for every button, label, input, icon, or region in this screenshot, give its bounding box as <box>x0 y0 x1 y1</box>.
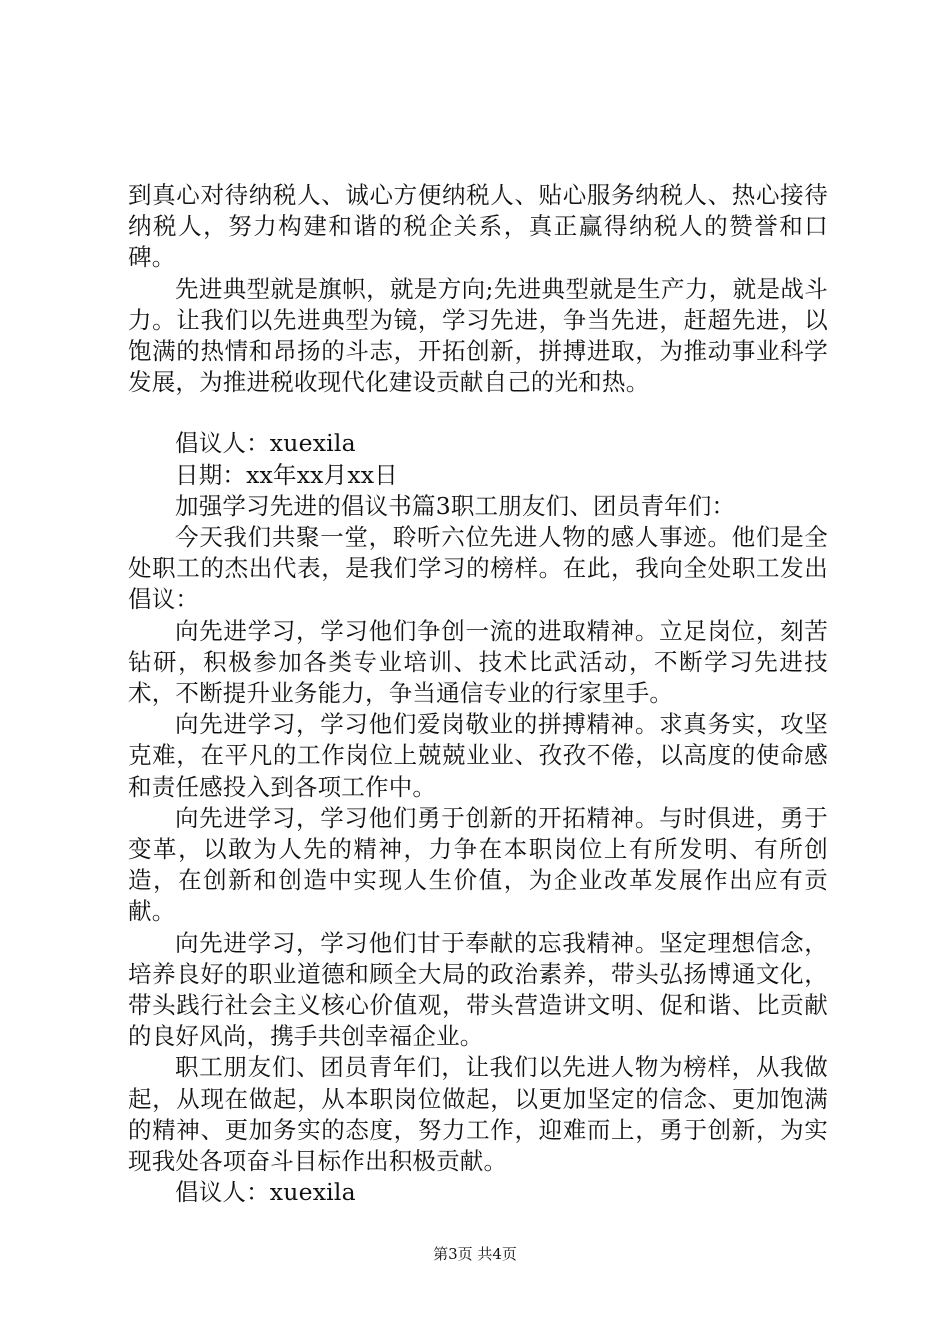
initiator-signature: 倡议人：xuexila <box>175 429 356 458</box>
document-body <box>128 180 828 1209</box>
initiator-signature-final: 倡议人：xuexila <box>175 1178 356 1207</box>
paragraph-dedication: 向先进学习，学习他们爱岗敬业的拼搏精神。求真务实，攻坚克难，在平凡的工作岗位上兢兢业业、孜孜不倦，以高度的使命感和责任感投入到各项工作中。 <box>128 710 828 801</box>
paragraph-call-to-action: 职工朋友们、团员青年们，让我们以先进人物为榜样，从我做起，从现在做起，从本职岗位做起，以更加坚定的信念、更加饱满的精神、更加务实的态度，努力工作，迎难而上，勇于创新，为实现我处各项奋斗目标作出积极贡献。 <box>128 1053 828 1176</box>
paragraph-advanced-models: 先进典型就是旗帜，就是方向;先进典型就是生产力，就是战斗力。让我们以先进典型为镜，学习先进，争当先进，赶超先进，以饱满的热情和昂扬的斗志，开拓创新，拼搏进取，为推动事业科学发展，为推进税收现代化建设贡献自己的光和热。 <box>128 274 828 397</box>
page-footer: 第3页 共4页 <box>433 1245 517 1263</box>
paragraph-continuation: 到真心对待纳税人、诚心方便纳税人、贴心服务纳税人、热心接待纳税人，努力构建和谐的税企关系，真正赢得纳税人的赞誉和口碑。 <box>128 181 828 272</box>
paragraph-gathering: 今天我们共聚一堂，聆听六位先进人物的感人事迹。他们是全处职工的杰出代表，是我们学习的榜样。在此，我向全处职工发出倡议： <box>128 523 828 614</box>
paragraph-pursuit: 向先进学习，学习他们争创一流的进取精神。立足岗位，刻苦钻研，积极参加各类专业培训、技术比武活动，不断学习先进技术，不断提升业务能力，争当通信专业的行家里手。 <box>128 616 828 708</box>
section-heading: 加强学习先进的倡议书篇3职工朋友们、团员青年们： <box>175 491 736 520</box>
paragraph-selfless: 向先进学习，学习他们甘于奉献的忘我精神。坚定理想信念，培养良好的职业道德和顾全大局的政治素养，带头弘扬博通文化，带头践行社会主义核心价值观，带头营造讲文明、促和谐、比贡献的良好风尚，携手共创幸福企业。 <box>128 928 828 1051</box>
date-line: 日期：xx年xx月xx日 <box>175 460 398 489</box>
paragraph-innovation: 向先进学习，学习他们勇于创新的开拓精神。与时俱进，勇于变革，以敢为人先的精神，力争在本职岗位上有所发明、有所创造，在创新和创造中实现人生价值，为企业改革发展作出应有贡献。 <box>128 803 828 926</box>
paragraph-gap <box>128 398 828 428</box>
